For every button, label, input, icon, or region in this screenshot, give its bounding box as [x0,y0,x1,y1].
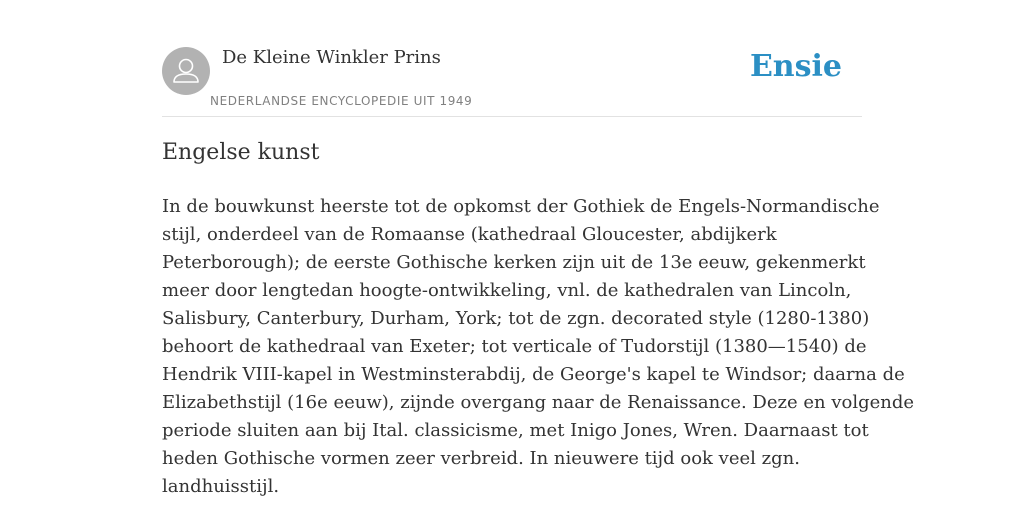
article-line: In de bouwkunst heerste tot de opkomst der Gothiek de Engels-Normandische [162,196,880,217]
article-line: Hendrik VIII-kapel in Westminsterabdij, de George's kapel te Windsor; daarna de [162,364,905,385]
article-line: Elizabethstijl (16e eeuw), zijnde overgang naar de Renaissance. Deze en volgende [162,392,915,413]
article-line: landhuisstijl. [162,476,280,497]
article-line: stijl, onderdeel van de Romaanse (kathedraal Gloucester, abdijkerk [162,224,777,245]
article-line: Salisbury, Canterbury, Durham, York; tot de zgn. decorated style (1280-1380) [162,308,870,329]
user-icon [162,47,210,95]
author-avatar[interactable] [162,47,210,95]
article-line: periode sluiten aan bij Ital. classicisme, met Inigo Jones, Wren. Daarnaast tot [162,420,869,441]
article-line: heden Gothische vormen zeer verbreid. In nieuwere tijd ook veel zgn. [162,448,800,469]
article-line: meer door lengtedan hoogte-ontwikkeling, vnl. de kathedralen van Lincoln, [162,280,852,301]
author-name[interactable]: De Kleine Winkler Prins [222,47,441,68]
article-body [162,193,915,501]
article-line: behoort de kathedraal van Exeter; tot verticale of Tudorstijl (1380—1540) de [162,336,867,357]
encyclopedia-subtitle: NEDERLANDSE ENCYCLOPEDIE UIT 1949 [210,94,473,108]
brand-logo[interactable]: Ensie [749,49,842,84]
article-title: Engelse kunst [162,140,320,165]
article-line: Peterborough); de eerste Gothische kerken zijn uit de 13e eeuw, gekenmerkt [162,252,866,273]
header [162,44,862,117]
